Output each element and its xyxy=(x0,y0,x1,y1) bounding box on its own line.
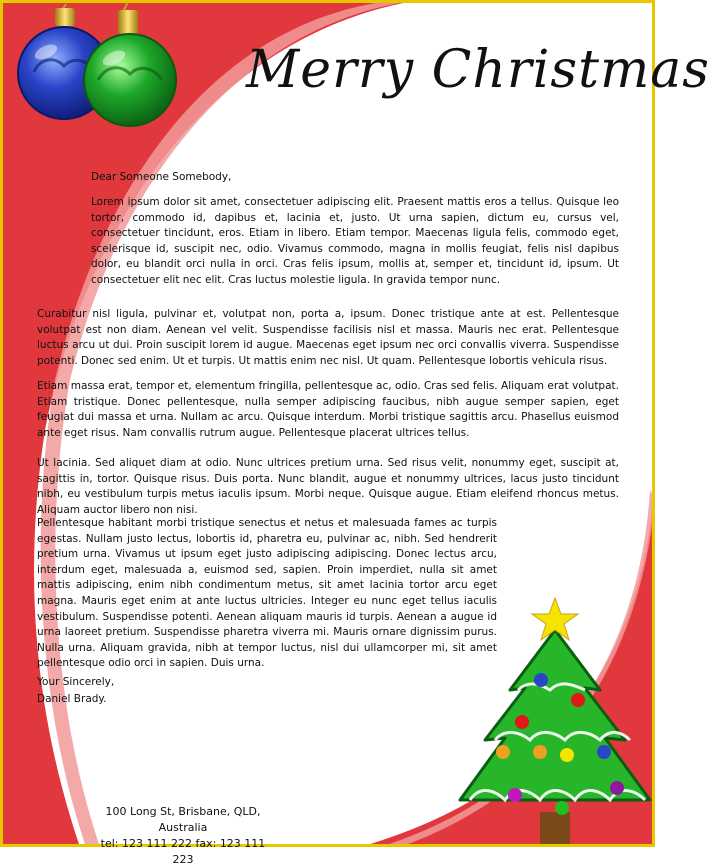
address-line: 100 Long St, Brisbane, QLD, Australia xyxy=(105,805,261,834)
salutation: Dear Someone Somebody, xyxy=(91,171,232,183)
body-paragraph-3: Etiam massa erat, tempor et, elementum fringilla, pellentesque ac, odio. Cras sed felis. Aliquam erat volutpat. Etiam tristique. Donec pellentesque, nulla semper adipiscing faucibus, nibh augue semper sapien, eget feugiat dui massa et urna. Nullam ac arcu. Quisque interdum. Morbi tristique sagittis arcu. Phasellus euismod ante eget risus. Nam convallis rutrum augue. Pellentesque placerat ultrices tellus. xyxy=(37,380,619,439)
body-paragraph-5: Pellentesque habitant morbi tristique senectus et netus et malesuada fames ac turpis egestas. Nullam justo lectus, lobortis id, pharetra eu, pulvinar ac, nibh. Sed hendrerit pretium urna. Vivamus ut ipsum eget justo adipiscing adipiscing. Donec lectus arcu, interdum eget, malesuada a, euismod sed, sapien. Proin imperdiet, nulla sit amet mattis adipiscing, enim nibh condimentum metus, sit amet lacinia tortor arcu eget magna. Mauris eget enim at ante luctus ultricies. Integer eu nunc eget tellus iaculis vestibulum. Suspendisse potenti. Aenean aliquam mauris id turpis. Aenean a augue id urna laoreet pretium. Suspendisse pharetra viverra mi. Mauris ornare dignissim purus. Nulla urna. Aliquam gravida, nibh at tempor luctus, nisl dui ullamcorper mi, sit amet pellentesque odio orci in sapien. Duis urna. xyxy=(37,517,497,670)
closing: Your Sincerely, xyxy=(37,676,115,688)
body-paragraph-4: Ut lacinia. Sed aliquet diam at odio. Nunc ultrices pretium urna. Sed risus velit, nonummy eget, suscipit at, sagittis in, tortor. Quisque risus. Duis porta. Nunc blandit, augue et nonummy ultrices, lacus justo tincidunt nibh, eu vestibulum turpis metus iaculis ipsum. Morbi neque. Quisque augue. Etiam eleifend rhoncus metus. Aliquam auctor libero non nisi. xyxy=(37,457,619,516)
signature: Daniel Brady. xyxy=(37,693,107,705)
footer-address xyxy=(93,804,273,868)
body-paragraph-2: Curabitur nisl ligula, pulvinar et, volutpat non, porta a, ipsum. Donec tristique ante at est. Pellentesque volutpat est non diam. Aenean vel velit. Suspendisse facilisis nisl et massa. Mauris nec erat. Pellentesque luctus arcu ut dui. Proin suscipit lorem id augue. Maecenas eget ipsum nec orci convallis viverra. Suspendisse potenti. Donec sed enim. Ut et turpis. Ut mattis enim nec nisl. Ut quam. Pellentesque lobortis vehicula risus. xyxy=(37,308,619,367)
letter-title: Merry Christmas xyxy=(246,40,710,100)
body-paragraph-1: Lorem ipsum dolor sit amet, consectetuer adipiscing elit. Praesent mattis eros a tellus. Quisque leo tortor, commodo id, dapibus et, lacinia et, justo. Ut urna sapien, dictum eu, cursus vel, consectetuer tincidunt, eros. Etiam in libero. Etiam tempor. Maecenas ligula felis, commodo eget, scelerisque id, suscipit nec, odio. Vivamus commodo, magna in mollis feugiat, felis nisl dapibus dolor, eu blandit orci nulla in orci. Cras felis ipsum, mollis at, semper et, tincidunt id, ipsum. Ut consectetuer elit nec elit. Cras luctus molestie ligula. In gravida tempor nunc. xyxy=(91,196,619,286)
contact-line: tel: 123 111 222 fax: 123 111 223 xyxy=(100,837,266,866)
